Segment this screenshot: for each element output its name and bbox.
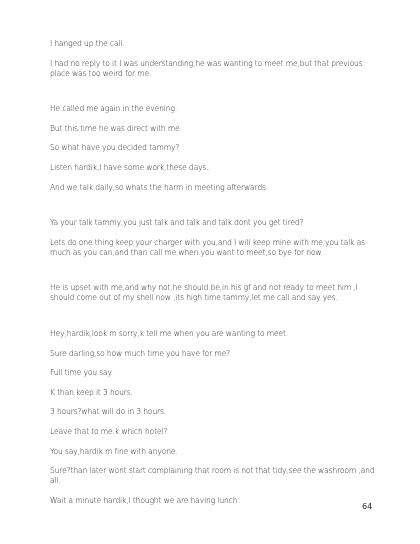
- paragraph: Leave that to me.k which hotel?: [50, 426, 168, 436]
- paragraph: Listen hardik,I have some work,these days..: [50, 162, 211, 172]
- paragraph: 3 hours?what will do in 3 hours.: [50, 407, 167, 417]
- paragraph: And we talk daily,so whats the harm in meeting afterwards.: [50, 182, 269, 192]
- paragraph: Full time you say.: [50, 368, 114, 378]
- paragraph: I hanged up the call.: [50, 39, 125, 48]
- paragraph: Ya your talk tammy,you just talk and talk and talk.dont you get tired?: [50, 218, 304, 228]
- paragraph: So what have you decided tammy?: [50, 143, 180, 153]
- paragraph: You say,hardik m fine with anyone.: [50, 446, 178, 456]
- paragraph: Sure?than later wont start complaining that room is not that tidy,see the washroom ,and all.: [50, 466, 375, 486]
- section-break: [50, 88, 380, 104]
- paragraph: But this time he was direct with me.: [50, 123, 182, 133]
- body-text: [50, 39, 380, 515]
- paragraph: He called me again in the evening.: [50, 104, 178, 114]
- paragraph: He is upset with me,and why not,he should be,in his gf and not ready to meet him ,I should come out of my shell now ,its high time tammy,let me call and say yes.: [50, 283, 358, 303]
- paragraph: Wait a minute hardik,I thought we are having lunch.: [50, 495, 240, 505]
- paragraph: Hey,hardik,look m sorry,k tell me when you are wanting to meet.: [50, 328, 289, 338]
- page-number: 64: [362, 502, 373, 511]
- section-break: [50, 313, 380, 329]
- paragraph: I had no reply to it.I was understanding,he was wanting to meet me,but that previous place was too weird for me.: [50, 58, 363, 78]
- paragraph: Lets do one thing keep your charger with you,and I will keep mine with me,you talk as much as you can,and than call me when you want to meet,so bye for now..: [50, 237, 365, 257]
- section-break: [50, 202, 380, 218]
- paragraph: Sure darling,so how much time you have for me?: [50, 348, 231, 358]
- paragraph: K than keep it 3 hours.: [50, 387, 133, 397]
- section-break: [50, 267, 380, 283]
